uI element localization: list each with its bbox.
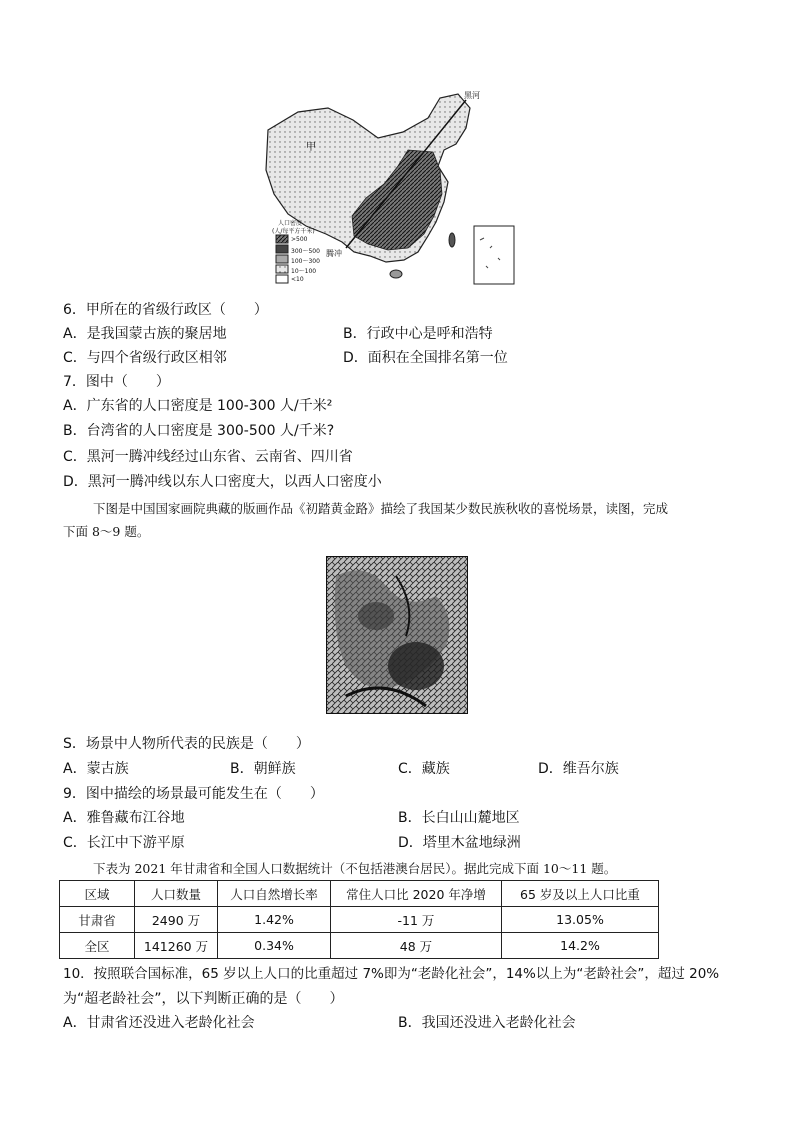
legend-unit: (人/每平方千米) — [272, 228, 315, 235]
q8-option-c: C．藏族 — [398, 761, 450, 777]
q6-stem: 6．甲所在的省级行政区（ ） — [63, 302, 268, 318]
population-density-map — [258, 90, 518, 290]
q9-option-a: A．雅鲁藏布江谷地 — [63, 810, 185, 826]
legend-item-2: 300～500 — [291, 248, 320, 255]
table-cell: 2490 万 — [135, 907, 218, 933]
table-cell: 1.42% — [218, 907, 331, 933]
woodcut-print-image — [326, 556, 468, 714]
q8-option-b: B．朝鲜族 — [230, 761, 296, 777]
table-header-cell: 常住人口比 2020 年净增 — [331, 881, 502, 907]
hainan-island — [390, 270, 402, 278]
q6-option-b: B．行政中心是呼和浩特 — [343, 326, 493, 342]
legend-item-4: 10～100 — [291, 268, 317, 275]
q8-option-a: A．蒙古族 — [63, 761, 129, 777]
table-header-cell: 65 岁及以上人口比重 — [502, 881, 659, 907]
legend-item-3: 100～300 — [291, 258, 320, 265]
legend-title: 人口密度 — [278, 220, 303, 227]
q9-stem: 9．图中描绘的场景最可能发生在（ ） — [63, 786, 324, 802]
q8-option-d: D．维吾尔族 — [538, 761, 619, 777]
q6-option-d: D．面积在全国排名第一位 — [343, 350, 508, 366]
q7-option-c: C．黑河一腾冲线经过山东省、云南省、四川省 — [63, 449, 353, 465]
south-sea-inset — [474, 226, 514, 284]
table-header-cell: 区域 — [60, 881, 135, 907]
q6-option-c: C．与四个省级行政区相邻 — [63, 350, 227, 366]
legend-item-1: >500 — [291, 236, 308, 243]
table-cell: -11 万 — [331, 907, 502, 933]
q7-stem: 7．图中（ ） — [63, 374, 170, 390]
table-cell: 13.05% — [502, 907, 659, 933]
intro-10-11: 下表为 2021 年甘肃省和全国人口数据统计（不包括港澳台居民）。据此完成下面 10～11 题。 — [93, 861, 617, 876]
map-label-tengchong: 腾冲 — [326, 249, 342, 258]
print-graphic — [326, 556, 468, 714]
table-cell: 48 万 — [331, 933, 502, 959]
q7-option-d: D．黑河一腾冲线以东人口密度大，以西人口密度小 — [63, 474, 382, 490]
table-cell: 全区 — [60, 933, 135, 959]
taiwan-island — [449, 233, 455, 247]
q10-stem-line1: 10．按照联合国标准，65 岁以上人口的比重超过 7%即为“老龄化社会”，14%以上为“老龄社会”，超过 20% — [63, 966, 720, 982]
q7-option-a: A．广东省的人口密度是 100-300 人/千米² — [63, 398, 333, 414]
map-label-heihe: 黑河 — [464, 91, 480, 100]
q9-option-c: C．长江中下游平原 — [63, 835, 185, 851]
population-table — [59, 880, 659, 959]
q9-option-d: D．塔里木盆地绿洲 — [398, 835, 521, 851]
table-cell: 14.2% — [502, 933, 659, 959]
q9-option-b: B．长白山山麓地区 — [398, 810, 520, 826]
q10-option-a: A．甘肃省还没进入老龄化社会 — [63, 1015, 255, 1031]
table-cell: 141260 万 — [135, 933, 218, 959]
q6-option-a: A．是我国蒙古族的聚居地 — [63, 326, 227, 342]
legend-item-5: <10 — [291, 276, 304, 283]
q10-stem-line2: 为“超老龄社会”，以下判断正确的是（ ） — [63, 991, 344, 1007]
q10-option-b: B．我国还没进入老龄化社会 — [398, 1015, 576, 1031]
q7-option-b: B．台湾省的人口密度是 300-500 人/千米? — [63, 423, 335, 439]
intro-8-9-line2: 下面 8～9 题。 — [63, 524, 150, 539]
table-header-row — [60, 881, 659, 907]
intro-8-9-line1: 下图是中国国家画院典藏的版画作品《初踏黄金路》描绘了我国某少数民族秋收的喜悦场景，读图，完成 — [93, 501, 669, 516]
q8-stem: S．场景中人物所代表的民族是（ ） — [63, 736, 310, 752]
table-header-cell: 人口数量 — [135, 881, 218, 907]
table-row — [60, 933, 659, 959]
table-row — [60, 907, 659, 933]
table-cell: 0.34% — [218, 933, 331, 959]
map-label-jia: 甲 — [306, 142, 316, 153]
table-header-cell: 人口自然增长率 — [218, 881, 331, 907]
table-cell: 甘肃省 — [60, 907, 135, 933]
